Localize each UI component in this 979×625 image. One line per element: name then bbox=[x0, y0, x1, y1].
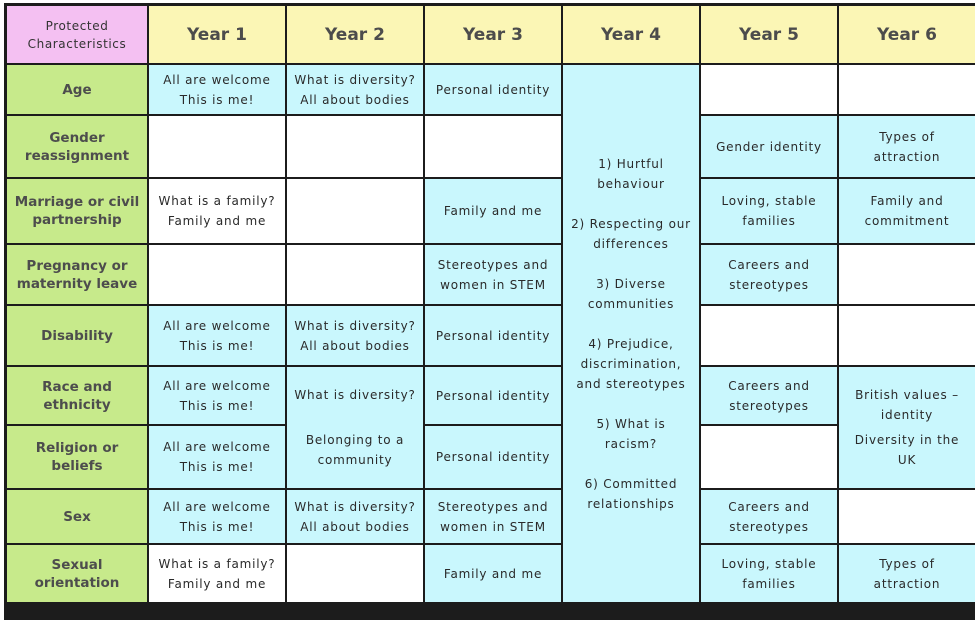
row-label-sex: Sex bbox=[7, 490, 147, 543]
disability-year-3-cell: Personal identity bbox=[425, 306, 561, 365]
age-year-3-cell: Personal identity bbox=[425, 65, 561, 114]
pregnancy-year-6-cell bbox=[839, 245, 975, 304]
table-frame bbox=[4, 3, 975, 620]
sex-year-3-cell: Stereotypes and women in STEM bbox=[425, 490, 561, 543]
religion-year-3-cell: Personal identity bbox=[425, 426, 561, 488]
age-year-5-cell bbox=[701, 65, 837, 114]
sex-year-1-cell: All are welcome This is me! bbox=[149, 490, 285, 543]
year-2-belonging-text: Belonging to a community bbox=[305, 433, 405, 467]
age-year-6-cell bbox=[839, 65, 975, 114]
header-year-3: Year 3 bbox=[425, 6, 561, 63]
gender-year-3-cell bbox=[425, 116, 561, 177]
year-2-diversity-text: What is diversity? bbox=[294, 388, 416, 402]
header-year-6: Year 6 bbox=[839, 6, 975, 63]
orientation-year-5-cell: Loving, stable families bbox=[701, 545, 837, 602]
sex-year-5-cell: Careers and stereotypes bbox=[701, 490, 837, 543]
pregnancy-year-3-cell: Stereotypes and women in STEM bbox=[425, 245, 561, 304]
gender-year-1-cell bbox=[149, 116, 285, 177]
pregnancy-year-1-cell bbox=[149, 245, 285, 304]
marriage-year-5-cell: Loving, stable families bbox=[701, 179, 837, 243]
header-year-4: Year 4 bbox=[563, 6, 699, 63]
year-6-diversity-uk-text: Diversity in the UK bbox=[854, 433, 960, 467]
orientation-year-2-cell bbox=[287, 545, 423, 602]
row-label-marriage: Marriage or civil partnership bbox=[7, 179, 147, 243]
disability-year-6-cell bbox=[839, 306, 975, 365]
row-label-gender-reassignment: Gender reassignment bbox=[7, 116, 147, 177]
age-year-2-cell: What is diversity? All about bodies bbox=[287, 65, 423, 114]
row-label-sexual-orientation: Sexual orientation bbox=[7, 545, 147, 602]
disability-year-5-cell bbox=[701, 306, 837, 365]
header-year-2: Year 2 bbox=[287, 6, 423, 63]
marriage-year-1-cell: What is a family? Family and me bbox=[149, 179, 285, 243]
orientation-year-3-cell: Family and me bbox=[425, 545, 561, 602]
race-religion-year-2-cell bbox=[287, 367, 423, 488]
row-label-religion-beliefs: Religion or beliefs bbox=[7, 426, 147, 488]
orientation-year-6-cell: Types of attraction bbox=[839, 545, 975, 602]
year-4-topics-cell: 1) Hurtful behaviour 2) Respecting our differences 3) Diverse communities 4) Prejudice, discrimination, and stereotypes 5) What is racism? 6) Committed relationships bbox=[563, 65, 699, 602]
header-protected-characteristics: Protected Characteristics bbox=[7, 6, 147, 63]
race-year-3-cell: Personal identity bbox=[425, 367, 561, 424]
sex-year-2-cell: What is diversity? All about bodies bbox=[287, 490, 423, 543]
gender-year-2-cell bbox=[287, 116, 423, 177]
marriage-year-3-cell: Family and me bbox=[425, 179, 561, 243]
header-year-1: Year 1 bbox=[149, 6, 285, 63]
gender-year-6-cell: Types of attraction bbox=[839, 116, 975, 177]
header-year-5: Year 5 bbox=[701, 6, 837, 63]
sex-year-6-cell bbox=[839, 490, 975, 543]
row-label-pregnancy: Pregnancy or maternity leave bbox=[7, 245, 147, 304]
year-6-british-values-text: British values – identity bbox=[855, 388, 959, 422]
orientation-year-1-cell: What is a family? Family and me bbox=[149, 545, 285, 602]
marriage-year-6-cell: Family and commitment bbox=[839, 179, 975, 243]
gender-year-5-cell: Gender identity bbox=[701, 116, 837, 177]
age-year-1-cell: All are welcome This is me! bbox=[149, 65, 285, 114]
religion-year-1-cell: All are welcome This is me! bbox=[149, 426, 285, 488]
protected-characteristics-table bbox=[7, 6, 972, 617]
disability-year-2-cell: What is diversity? All about bodies bbox=[287, 306, 423, 365]
row-label-age: Age bbox=[7, 65, 147, 114]
race-year-5-cell: Careers and stereotypes bbox=[701, 367, 837, 424]
disability-year-1-cell: All are welcome This is me! bbox=[149, 306, 285, 365]
religion-year-5-cell bbox=[701, 426, 837, 488]
row-label-race-ethnicity: Race and ethnicity bbox=[7, 367, 147, 424]
pregnancy-year-5-cell: Careers and stereotypes bbox=[701, 245, 837, 304]
race-year-1-cell: All are welcome This is me! bbox=[149, 367, 285, 424]
marriage-year-2-cell bbox=[287, 179, 423, 243]
pregnancy-year-2-cell bbox=[287, 245, 423, 304]
race-religion-year-6-cell bbox=[839, 367, 975, 488]
row-label-disability: Disability bbox=[7, 306, 147, 365]
